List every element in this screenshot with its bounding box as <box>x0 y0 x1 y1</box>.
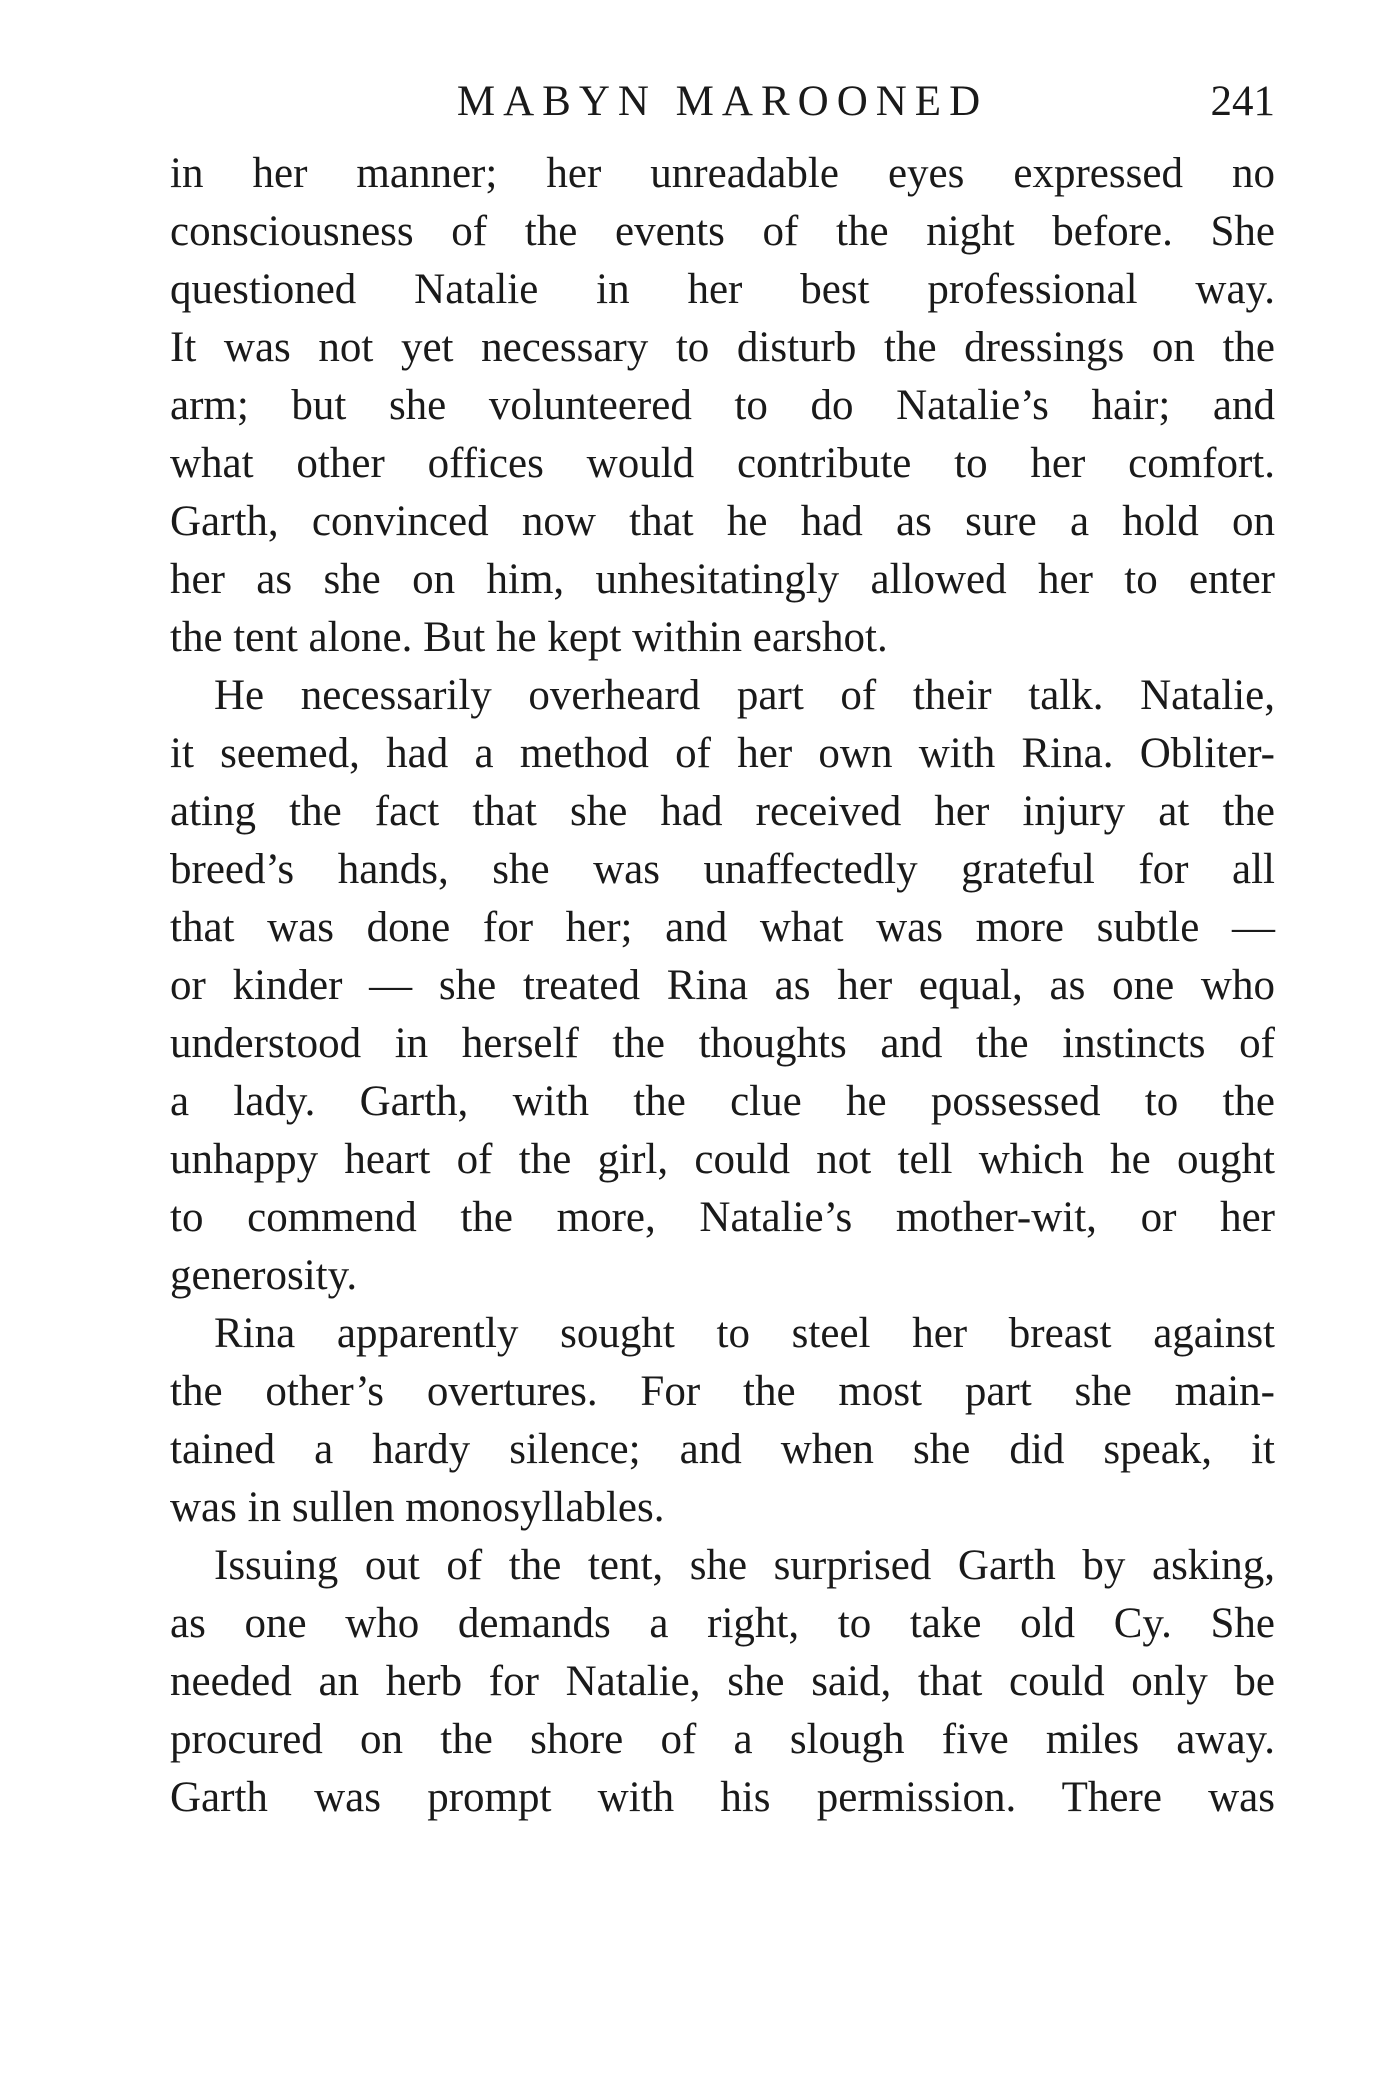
text-line: Rina apparently sought to steel her breast against <box>214 1310 1275 1357</box>
text-line: procured on the shore of a slough five miles away. <box>170 1716 1275 1763</box>
text-line: that was done for her; and what was more subtle — <box>170 904 1275 951</box>
text-line: a lady. Garth, with the clue he possessed to the <box>170 1078 1275 1125</box>
text-line: Garth was prompt with his permission. There was <box>170 1774 1275 1821</box>
text-line: the other’s overtures. For the most part she main- <box>170 1368 1275 1415</box>
running-title: MABYN MAROONED <box>456 78 989 125</box>
text-line: as one who demands a right, to take old Cy. She <box>170 1600 1275 1647</box>
page-number: 241 <box>1210 78 1275 125</box>
paragraph <box>170 145 1275 667</box>
text-line: arm; but she volunteered to do Natalie’s hair; and <box>170 382 1275 429</box>
paragraph <box>170 1537 1275 1827</box>
body-text <box>170 145 1275 1827</box>
text-line: to commend the more, Natalie’s mother-wit, or her <box>170 1194 1275 1241</box>
text-line: questioned Natalie in her best professional way. <box>170 266 1275 313</box>
text-line: understood in herself the thoughts and the instincts of <box>170 1020 1275 1067</box>
text-line: He necessarily overheard part of their talk. Natalie, <box>214 672 1275 719</box>
text-line: Issuing out of the tent, she surprised Garth by asking, <box>214 1542 1275 1589</box>
paragraph <box>170 1305 1275 1537</box>
text-line: was in sullen monosyllables. <box>170 1484 665 1531</box>
text-line: it seemed, had a method of her own with Rina. Obliter- <box>170 730 1275 777</box>
running-head <box>170 72 1275 132</box>
text-line: the tent alone. But he kept within earshot. <box>170 614 888 661</box>
text-line: unhappy heart of the girl, could not tell which he ought <box>170 1136 1275 1183</box>
text-line: in her manner; her unreadable eyes expressed no <box>170 150 1275 197</box>
text-line: or kinder — she treated Rina as her equal, as one who <box>170 962 1275 1009</box>
text-line: her as she on him, unhesitatingly allowed her to enter <box>170 556 1275 603</box>
text-line: It was not yet necessary to disturb the dressings on the <box>170 324 1275 371</box>
text-line: generosity. <box>170 1252 358 1299</box>
text-line: tained a hardy silence; and when she did speak, it <box>170 1426 1275 1473</box>
text-line: what other offices would contribute to her comfort. <box>170 440 1275 487</box>
text-line: needed an herb for Natalie, she said, that could only be <box>170 1658 1275 1705</box>
text-line: Garth, convinced now that he had as sure a hold on <box>170 498 1275 545</box>
text-line: consciousness of the events of the night before. She <box>170 208 1275 255</box>
text-line: breed’s hands, she was unaffectedly grateful for all <box>170 846 1275 893</box>
text-line: ating the fact that she had received her injury at the <box>170 788 1275 835</box>
paragraph <box>170 667 1275 1305</box>
